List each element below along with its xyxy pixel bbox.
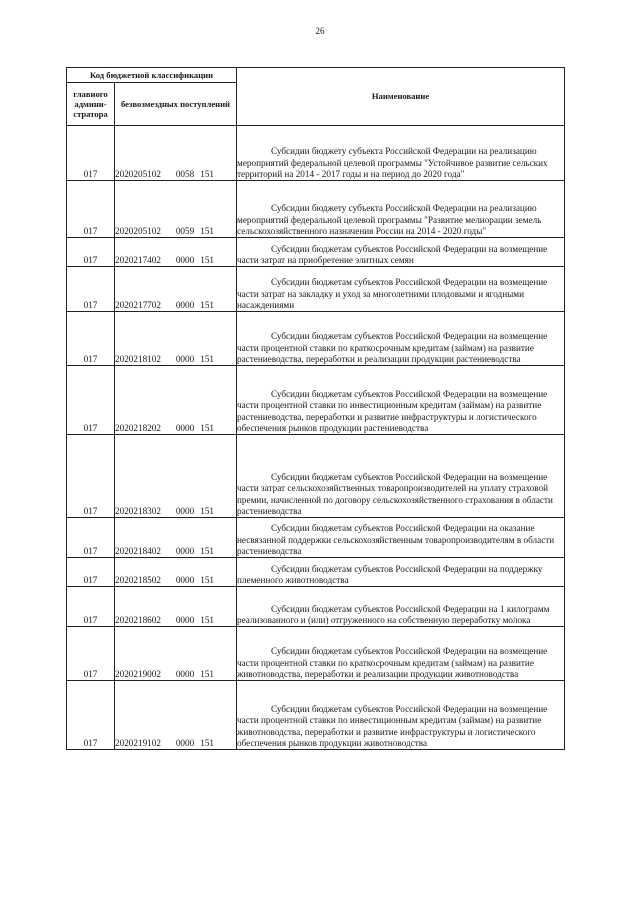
row-name [237, 681, 565, 750]
receipt-code-main: 2020217402 [115, 254, 161, 265]
table-row [67, 587, 565, 627]
receipt-code-main: 2020219002 [115, 668, 161, 679]
receipt-code-main: 2020218102 [115, 353, 161, 364]
receipt-code-main: 2020218202 [115, 422, 161, 433]
row-name-text: Субсидии бюджетам субъектов Российской Федерации на поддержку племенного животноводства [237, 563, 543, 585]
table-row [67, 126, 565, 181]
receipt-code-sub: 0000 [175, 668, 195, 679]
header-admin: главного админи-стратора [67, 83, 115, 126]
table-row [67, 681, 565, 750]
row-name-text: Субсидии бюджетам субъектов Российской Федерации на возмещение части процентной ставки по краткосрочным кредитам (займам) на развитие животноводства, переработки и реализации продукции животноводства [237, 646, 548, 679]
admin-code: 017 [67, 181, 115, 238]
receipt-code-sub: 0058 [175, 168, 195, 179]
receipt-code-main: 2020218402 [115, 545, 161, 556]
receipt-code [115, 558, 237, 587]
receipt-code-sub: 0000 [175, 422, 195, 433]
receipt-code-sub: 0059 [175, 225, 195, 236]
receipt-code-main: 2020205102 [115, 225, 161, 236]
row-name-text: Субсидии бюджету субъекта Российской Федерации на реализацию мероприятий федеральной целевой программы "Развитие мелиорации земель сельскохозяйственного назначения России на 2014 - 2020 годы" [237, 203, 542, 236]
receipt-code-kind: 151 [200, 737, 214, 748]
table-body [67, 126, 565, 750]
table-row [67, 558, 565, 587]
admin-code: 017 [67, 435, 115, 518]
receipt-code-kind: 151 [200, 225, 214, 236]
receipt-code-sub: 0000 [175, 574, 195, 585]
receipt-code-kind: 151 [200, 574, 214, 585]
admin-code: 017 [67, 518, 115, 558]
row-name-text: Субсидии бюджетам субъектов Российской Федерации на возмещение части затрат на закладку и уход за многолетними плодовыми и ягодными насаждениями [237, 277, 548, 310]
row-name-text: Субсидии бюджету субъекта Российской Федерации на реализацию мероприятий федеральной целевой программы "Устойчивое развитие сельских территорий на 2014 - 2017 годы и на период до 2020 года" [237, 146, 548, 179]
table-row [67, 238, 565, 267]
table-row [67, 435, 565, 518]
receipt-code [115, 627, 237, 681]
receipt-code [115, 681, 237, 750]
receipt-code-kind: 151 [200, 614, 214, 625]
admin-code: 017 [67, 627, 115, 681]
receipt-code-main: 2020218302 [115, 505, 161, 516]
row-name [237, 267, 565, 312]
admin-code: 017 [67, 587, 115, 627]
receipt-code-kind: 151 [200, 168, 214, 179]
header-row [67, 68, 565, 83]
receipt-code-kind: 151 [200, 353, 214, 364]
receipt-code [115, 238, 237, 267]
receipt-code [115, 267, 237, 312]
receipt-code-main: 2020218502 [115, 574, 161, 585]
receipt-code [115, 181, 237, 238]
row-name-text: Субсидии бюджетам субъектов Российской Федерации на возмещение части процентной ставки по инвестиционным кредитам (займам) на развитие растениеводства, переработки и развитие инфраструктуры и логистического обеспечения рынков продукции растениеводства [237, 389, 548, 433]
receipt-code [115, 366, 237, 435]
receipt-code-kind: 151 [200, 505, 214, 516]
receipt-code [115, 518, 237, 558]
receipt-code-sub: 0000 [175, 737, 195, 748]
receipt-code-main: 2020217702 [115, 299, 161, 310]
admin-code: 017 [67, 681, 115, 750]
table-row [67, 518, 565, 558]
admin-code: 017 [67, 558, 115, 587]
receipt-code [115, 312, 237, 366]
admin-code: 017 [67, 126, 115, 181]
receipt-code-kind: 151 [200, 545, 214, 556]
receipt-code-sub: 0000 [175, 545, 195, 556]
receipt-code-kind: 151 [200, 254, 214, 265]
row-name-text: Субсидии бюджетам субъектов Российской Федерации на возмещение части затрат на приобретение элитных семян [237, 243, 548, 265]
row-name [237, 126, 565, 181]
row-name-text: Субсидии бюджетам субъектов Российской Федерации на возмещение части процентной ставки по краткосрочным кредитам (займам) на развитие растениеводства, переработки и реализации продукции растениеводства [237, 331, 548, 364]
table-row [67, 312, 565, 366]
row-name [237, 627, 565, 681]
row-name-text: Субсидии бюджетам субъектов Российской Федерации на возмещение части процентной ставки по инвестиционным кредитам (займам) на развитие животноводства, переработки и развитие инфраструктуры и логистического обеспечения рынков продукции животноводства [237, 704, 548, 748]
header-name: Наименование [237, 68, 565, 126]
receipt-code [115, 435, 237, 518]
receipt-code-sub: 0000 [175, 299, 195, 310]
admin-code: 017 [67, 312, 115, 366]
receipt-code-sub: 0000 [175, 614, 195, 625]
header-code-group: Код бюджетной классификации [67, 68, 237, 83]
receipt-code [115, 587, 237, 627]
admin-code: 017 [67, 238, 115, 267]
receipt-code-main: 2020205102 [115, 168, 161, 179]
row-name [237, 587, 565, 627]
row-name [237, 312, 565, 366]
row-name-text: Субсидии бюджетам субъектов Российской Федерации на возмещение части затрат сельскохозяйственных товаропроизводителей на уплату страховой премии, начисленной по договору сельскохозяйственного страхования в области растениеводства [237, 472, 553, 516]
row-name [237, 558, 565, 587]
receipt-code-sub: 0000 [175, 505, 195, 516]
row-name-text: Субсидии бюджетам субъектов Российской Федерации на 1 килограмм реализованного и (или) отгруженного на собственную переработку молока [237, 603, 550, 625]
receipt-code-main: 2020219102 [115, 737, 161, 748]
row-name [237, 435, 565, 518]
row-name [237, 238, 565, 267]
receipt-code-sub: 0000 [175, 353, 195, 364]
receipt-code-main: 2020218602 [115, 614, 161, 625]
table-row [67, 366, 565, 435]
receipt-code-sub: 0000 [175, 254, 195, 265]
admin-code: 017 [67, 267, 115, 312]
receipt-code-kind: 151 [200, 299, 214, 310]
receipt-code-kind: 151 [200, 668, 214, 679]
row-name [237, 181, 565, 238]
receipt-code [115, 126, 237, 181]
table-row [67, 181, 565, 238]
budget-classification-table [66, 67, 565, 750]
admin-code: 017 [67, 366, 115, 435]
row-name [237, 518, 565, 558]
table-row [67, 627, 565, 681]
header-receipts: безвозмездных поступлений [115, 83, 237, 126]
receipt-code-kind: 151 [200, 422, 214, 433]
table-row [67, 267, 565, 312]
row-name-text: Субсидии бюджетам субъектов Российской Федерации на оказание несвязанной поддержки сельскохозяйственным товаропроизводителям в области растениеводства [237, 523, 555, 556]
page-number: 26 [315, 26, 325, 36]
row-name [237, 366, 565, 435]
